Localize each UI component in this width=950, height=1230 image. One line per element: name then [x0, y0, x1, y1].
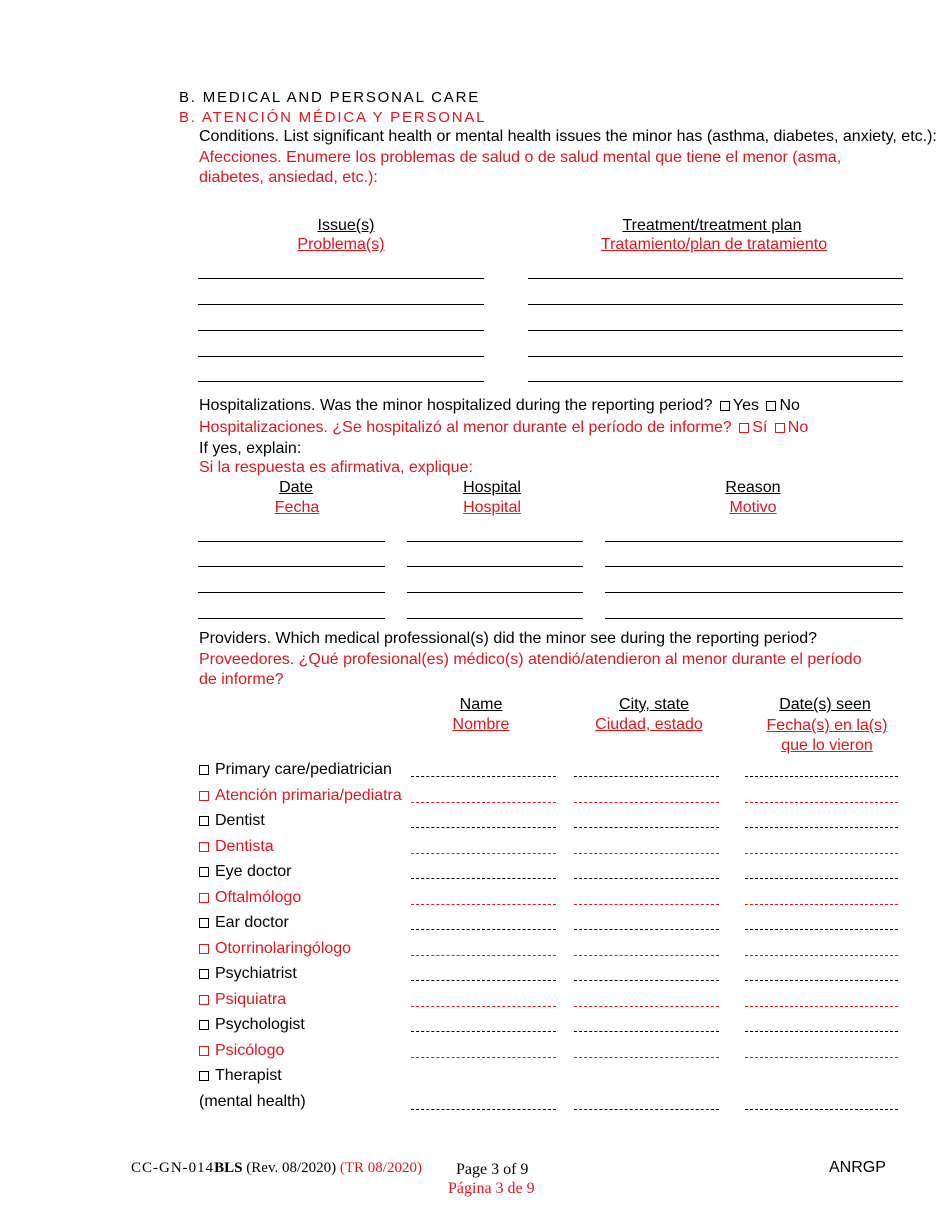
provider-city-field[interactable]	[574, 1031, 719, 1032]
page-number-en: Page 3 of 9	[456, 1161, 529, 1178]
provider-dates-field[interactable]	[745, 955, 898, 956]
provider-city-field[interactable]	[574, 802, 719, 803]
provider-item	[199, 889, 301, 907]
provider-label: Ear doctor	[215, 914, 289, 931]
provider-checkbox[interactable]	[199, 893, 209, 903]
yes-label-en: Yes	[732, 397, 760, 414]
provider-checkbox[interactable]	[199, 842, 209, 852]
no-label-es: No	[787, 419, 809, 436]
provider-name-field[interactable]	[411, 878, 556, 879]
provider-name-field[interactable]	[411, 1109, 556, 1110]
provider-item	[199, 761, 392, 779]
provider-checkbox[interactable]	[199, 765, 209, 775]
provider-checkbox[interactable]	[199, 1020, 209, 1030]
provider-checkbox[interactable]	[199, 816, 209, 826]
col-dates-es: Fecha(s) en la(s) que lo vieron	[766, 717, 888, 754]
provider-dates-field[interactable]	[745, 980, 898, 981]
provider-name-field[interactable]	[411, 955, 556, 956]
provider-item	[199, 1067, 282, 1085]
provider-checkbox[interactable]	[199, 791, 209, 801]
page-number-es: Página 3 de 9	[448, 1180, 535, 1197]
no-label-en: No	[779, 397, 800, 414]
provider-label: Psiquiatra	[215, 990, 287, 1008]
provider-city-field[interactable]	[574, 955, 719, 956]
col-treatment-es: Tratamiento/plan de tratamiento	[600, 236, 828, 253]
provider-item	[199, 787, 402, 805]
provider-dates-field[interactable]	[745, 878, 898, 879]
col-issue-es: Problema(s)	[297, 236, 385, 253]
conditions-prompt-es: Afecciones. Enumere los problemas de salud o de salud mental que tiene el menor (asma, diabetes, ansiedad, etc.):	[199, 149, 842, 186]
col-date-es: Fecha	[274, 499, 320, 516]
provider-city-field[interactable]	[574, 904, 719, 905]
provider-name-field[interactable]	[411, 853, 556, 854]
provider-label: Atención primaria/pediatra	[215, 786, 402, 804]
col-name-en: Name	[459, 696, 503, 713]
provider-name-field[interactable]	[411, 827, 556, 828]
provider-item	[199, 1016, 305, 1034]
provider-label: Dentista	[215, 837, 274, 855]
provider-dates-field[interactable]	[745, 1006, 898, 1007]
hospitalizations-prompt-en	[199, 397, 800, 415]
provider-name-field[interactable]	[411, 802, 556, 803]
col-reason-es: Motivo	[729, 499, 777, 516]
provider-dates-field[interactable]	[745, 776, 898, 777]
provider-item	[199, 1042, 284, 1060]
no-checkbox-es[interactable]	[775, 423, 785, 433]
provider-item	[199, 965, 297, 983]
section-title-es: B. ATENCIÓN MÉDICA Y PERSONAL	[179, 109, 487, 126]
provider-label: Dentist	[215, 812, 265, 829]
col-reason-en: Reason	[725, 479, 781, 496]
provider-label: Psychologist	[215, 1016, 305, 1033]
yes-checkbox-en[interactable]	[720, 401, 730, 411]
provider-name-field[interactable]	[411, 1057, 556, 1058]
provider-name-field[interactable]	[411, 980, 556, 981]
form-code: CC-GN-014	[131, 1160, 215, 1176]
provider-city-field[interactable]	[574, 776, 719, 777]
provider-name-field[interactable]	[411, 1006, 556, 1007]
form-rev: (Rev. 08/2020)	[246, 1160, 337, 1176]
col-hospital-en: Hospital	[463, 479, 521, 496]
hosp-question-es: Hospitalizaciones. ¿Se hospitalizó al menor durante el período de informe?	[199, 419, 732, 436]
section-title-en: B. MEDICAL AND PERSONAL CARE	[179, 89, 481, 106]
form-code-right: ANRGP	[829, 1159, 886, 1176]
provider-dates-field[interactable]	[745, 1109, 898, 1110]
provider-checkbox[interactable]	[199, 1071, 209, 1081]
providers-prompt-es: Proveedores. ¿Qué profesional(es) médico(s) atendió/atendieron al menor durante el período de informe?	[199, 651, 862, 688]
form-tr: (TR 08/2020)	[339, 1160, 422, 1176]
if-yes-es: Si la respuesta es afirmativa, explique:	[199, 459, 473, 476]
form-code-bold: BLS	[214, 1160, 243, 1176]
provider-item	[199, 838, 274, 856]
footer-form-id	[131, 1160, 422, 1177]
no-checkbox-en[interactable]	[766, 401, 776, 411]
provider-dates-field[interactable]	[745, 827, 898, 828]
provider-label: Therapist	[215, 1067, 282, 1084]
provider-city-field[interactable]	[574, 1057, 719, 1058]
provider-checkbox[interactable]	[199, 867, 209, 877]
provider-city-field[interactable]	[574, 827, 719, 828]
col-date-en: Date	[279, 479, 313, 496]
providers-prompt-en: Providers. Which medical professional(s) did the minor see during the reporting period?	[199, 630, 818, 647]
col-treatment-en: Treatment/treatment plan	[622, 217, 802, 234]
hosp-question-en: Hospitalizations. Was the minor hospitalized during the reporting period?	[199, 397, 713, 414]
provider-dates-field[interactable]	[745, 1031, 898, 1032]
provider-item	[199, 991, 286, 1009]
provider-label: Primary care/pediatrician	[215, 761, 392, 778]
col-name-es: Nombre	[452, 716, 510, 733]
provider-checkbox[interactable]	[199, 995, 209, 1005]
hospitalizations-prompt-es	[199, 419, 808, 437]
provider-label: Eye doctor	[215, 863, 292, 880]
conditions-prompt-en: Conditions. List significant health or mental health issues the minor has (asthma, diabetes, anxiety, etc.):	[199, 128, 937, 145]
provider-item	[199, 812, 265, 830]
provider-checkbox[interactable]	[199, 918, 209, 928]
provider-dates-field[interactable]	[745, 1057, 898, 1058]
therapist-sublabel: (mental health)	[199, 1093, 306, 1110]
provider-item	[199, 914, 289, 932]
provider-name-field[interactable]	[411, 776, 556, 777]
provider-checkbox[interactable]	[199, 969, 209, 979]
yes-label-es: Sí	[752, 419, 768, 436]
provider-dates-field[interactable]	[745, 853, 898, 854]
provider-name-field[interactable]	[411, 1031, 556, 1032]
if-yes-en: If yes, explain:	[199, 440, 302, 457]
col-issue-en: Issue(s)	[317, 217, 375, 234]
provider-label: Psicólogo	[215, 1041, 285, 1059]
provider-checkbox[interactable]	[199, 944, 209, 954]
col-city-en: City, state	[619, 696, 689, 713]
provider-city-field[interactable]	[574, 1109, 719, 1110]
provider-city-field[interactable]	[574, 878, 719, 879]
provider-dates-field[interactable]	[745, 802, 898, 803]
col-city-es: Ciudad, estado	[595, 716, 703, 733]
provider-label: Oftalmólogo	[215, 888, 302, 906]
col-hospital-es: Hospital	[463, 499, 521, 516]
provider-city-field[interactable]	[574, 980, 719, 981]
provider-checkbox[interactable]	[199, 1046, 209, 1056]
provider-label: Psychiatrist	[215, 965, 297, 982]
provider-name-field[interactable]	[411, 904, 556, 905]
provider-dates-field[interactable]	[745, 904, 898, 905]
provider-city-field[interactable]	[574, 929, 719, 930]
provider-name-field[interactable]	[411, 929, 556, 930]
provider-item	[199, 863, 291, 881]
provider-dates-field[interactable]	[745, 929, 898, 930]
provider-item	[199, 940, 351, 958]
provider-city-field[interactable]	[574, 853, 719, 854]
col-dates-en: Date(s) seen	[779, 696, 871, 713]
yes-checkbox-es[interactable]	[739, 423, 749, 433]
provider-city-field[interactable]	[574, 1006, 719, 1007]
provider-label: Otorrinolaringólogo	[215, 939, 352, 957]
